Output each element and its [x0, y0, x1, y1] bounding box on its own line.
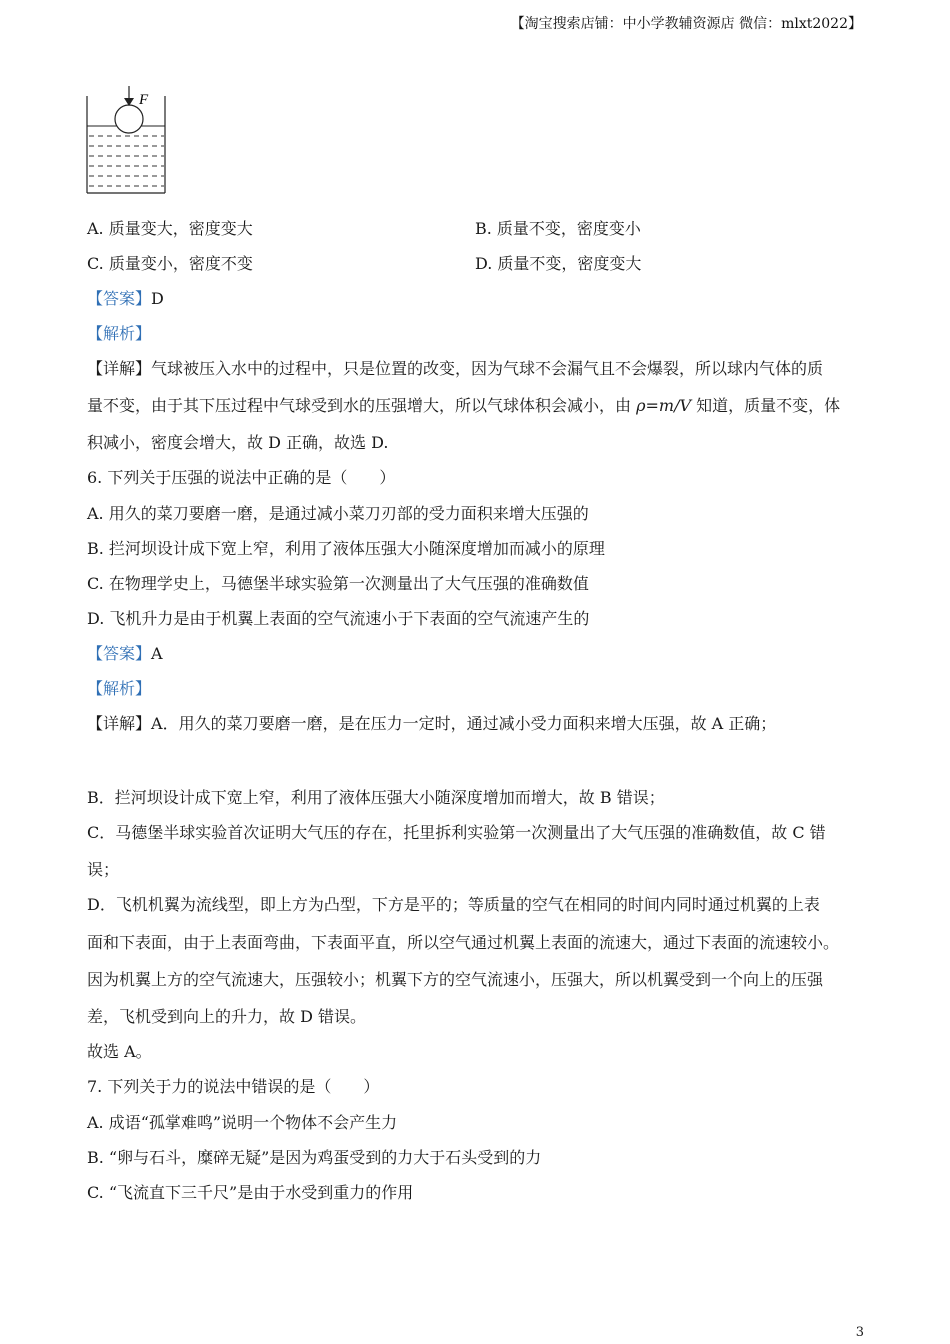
density-formula: ρ=m/V [636, 396, 692, 415]
q5-detail-line-1: 【详解】气球被压入水中的过程中，只是位置的改变，因为气球不会漏气且不会爆裂，所以球内气体的质 [87, 359, 824, 378]
q6-option-a: A. 用久的菜刀要磨一磨，是通过减小菜刀刃部的受力面积来增大压强的 [87, 504, 589, 523]
balloon-water-figure [84, 86, 174, 202]
q7-option-b: B. “卵与石斗，糜碎无疑”是因为鸡蛋受到的力大于石头受到的力 [87, 1148, 542, 1167]
detail-tag: 【详解】 [87, 714, 152, 733]
q6-option-c: C. 在物理学史上，马德堡半球实验第一次测量出了大气压强的准确数值 [87, 574, 589, 593]
q6-detail-d-2: 面和下表面，由于上表面弯曲，下表面平直，所以空气通过机翼上表面的流速大，通过下表面的流速较小。 [87, 933, 840, 952]
answer-value: D [151, 289, 164, 308]
q6-detail-d-1: D．飞机机翼为流线型，即上方为凸型，下方是平的；等质量的空气在相同的时间内同时通过机翼的上表 [87, 895, 820, 914]
q6-analysis-tag: 【解析】 [87, 679, 152, 698]
q6-detail-d-3: 因为机翼上方的空气流速大，压强较小；机翼下方的空气流速小，压强大，所以机翼受到一个向上的压强 [87, 970, 824, 989]
page-number: 3 [855, 1325, 864, 1340]
q5-option-a: A. 质量变大，密度变大 [87, 219, 253, 238]
q5-option-b: B. 质量不变，密度变小 [475, 219, 641, 238]
q6-option-d: D. 飞机升力是由于机翼上表面的空气流速小于下表面的空气流速产生的 [87, 609, 590, 628]
q6-detail-c-1: C．马德堡半球实验首次证明大气压的存在，托里拆利实验第一次测量出了大气压强的准确数值，故 C 错 [87, 823, 826, 842]
q5-option-c: C. 质量变小，密度不变 [87, 254, 253, 273]
page-header: 【淘宝搜索店铺：中小学教辅资源店 微信：mlxt2022】 [510, 16, 862, 32]
q5-detail-line-2: 量不变，由于其下压过程中气球受到水的压强增大，所以气球体积会减小，由 ρ=m/V 知道，质量不变，体 [87, 396, 841, 415]
q7-option-a: A. 成语“孤掌难鸣”说明一个物体不会产生力 [87, 1113, 398, 1132]
q6-conclusion: 故选 A。 [87, 1042, 152, 1061]
q6-option-b: B. 拦河坝设计成下宽上窄，利用了液体压强大小随深度增加而减小的原理 [87, 539, 605, 558]
q5-detail-line-3: 积减小，密度会增大，故 D 正确，故选 D. [87, 433, 389, 452]
q6-detail-a: 【详解】A．用久的菜刀要磨一磨，是在压力一定时，通过减小受力面积来增大压强，故 A 正确； [87, 714, 777, 733]
answer-tag: 【答案】 [87, 644, 152, 663]
q6-stem: 6. 下列关于压强的说法中正确的是（ ） [87, 468, 396, 487]
q5-option-d: D. 质量不变，密度变大 [475, 254, 642, 273]
q6-detail-b: B．拦河坝设计成下宽上窄，利用了液体压强大小随深度增加而增大，故 B 错误； [87, 788, 665, 807]
q7-stem: 7. 下列关于力的说法中错误的是（ ） [87, 1077, 380, 1096]
answer-tag: 【答案】 [87, 289, 152, 308]
detail-tag: 【详解】 [87, 359, 152, 378]
q6-answer [87, 641, 163, 664]
q5-analysis-tag: 【解析】 [87, 324, 152, 343]
answer-value: A [151, 644, 163, 663]
container-diagram [84, 86, 174, 198]
q7-option-c: C. “飞流直下三千尺”是由于水受到重力的作用 [87, 1183, 414, 1202]
q5-answer [87, 286, 164, 309]
q6-detail-d-4: 差，飞机受到向上的升力，故 D 错误。 [87, 1007, 367, 1026]
force-label: F [139, 92, 149, 108]
q6-detail-c-2: 误； [87, 860, 120, 879]
balloon-shape [115, 105, 143, 133]
